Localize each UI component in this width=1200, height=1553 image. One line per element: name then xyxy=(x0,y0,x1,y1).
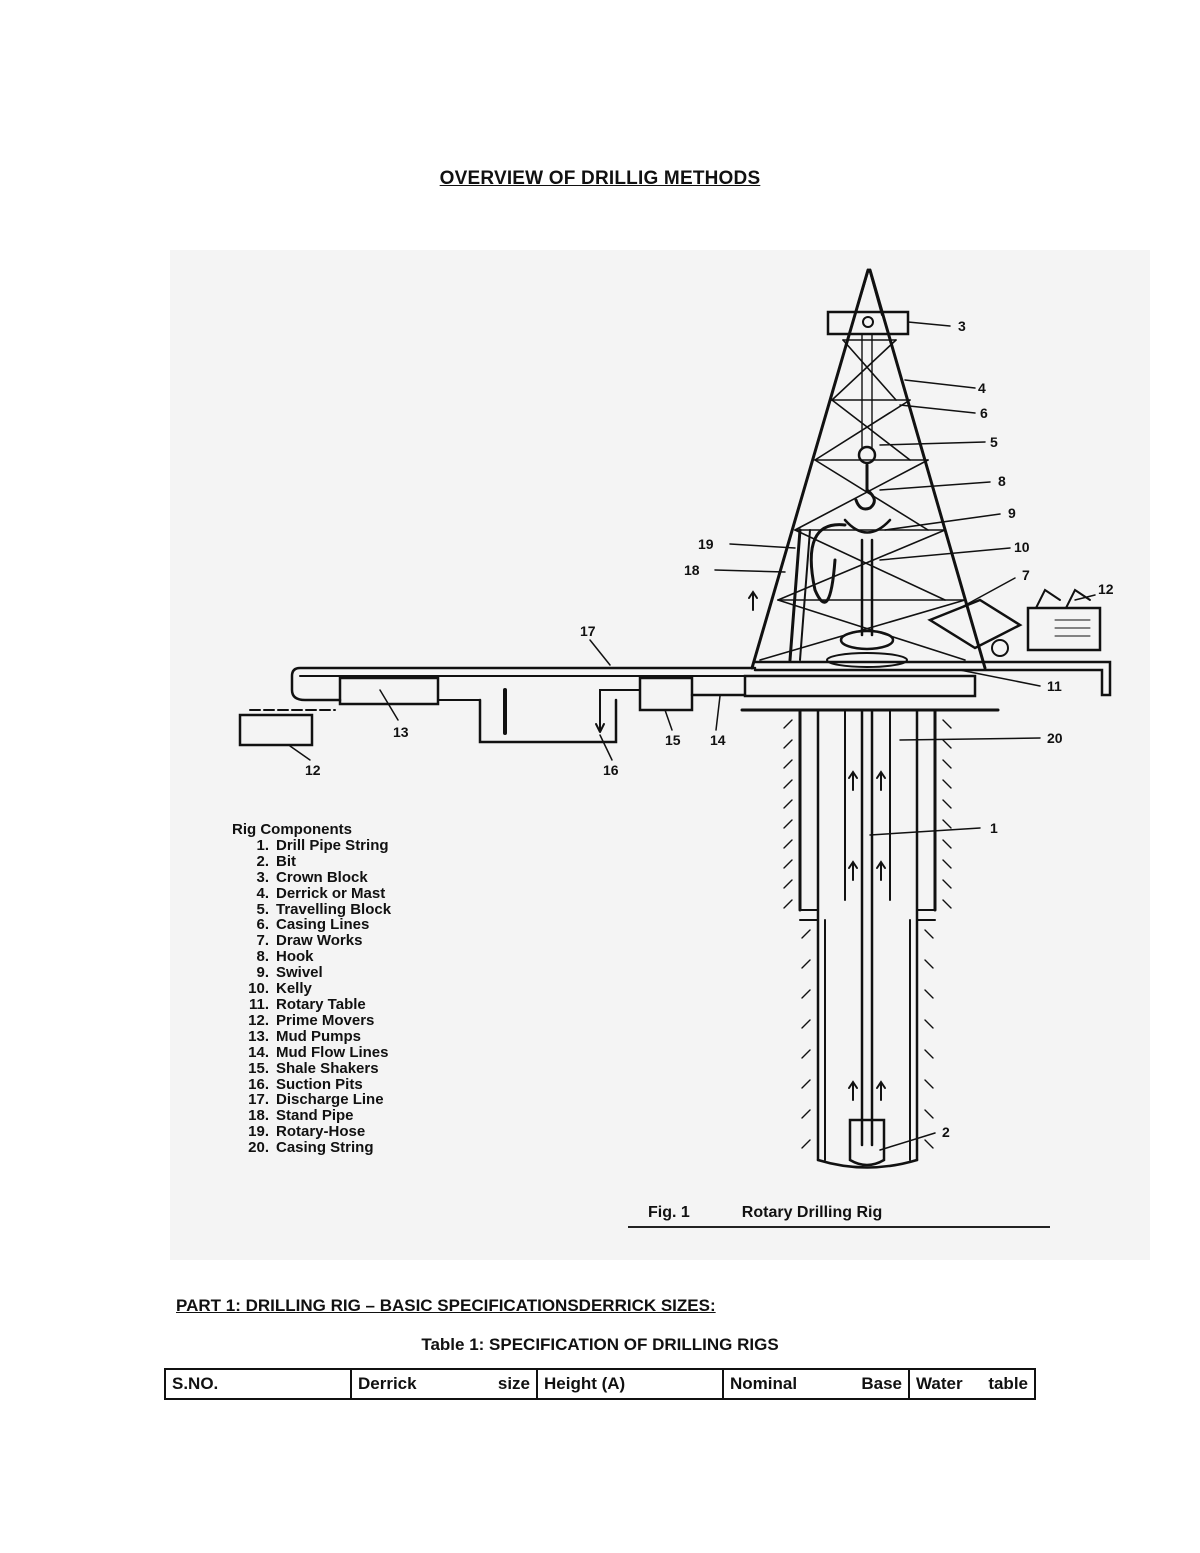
discharge-line xyxy=(292,668,755,700)
list-item: 10. Kelly xyxy=(248,980,312,998)
column-header: Water table xyxy=(909,1369,1035,1399)
callout-12-left: 12 xyxy=(305,762,321,778)
callout-18: 18 xyxy=(684,562,700,578)
formation-hatching xyxy=(784,720,951,1148)
suction-pit xyxy=(480,700,616,742)
list-item: 9. Swivel xyxy=(256,964,323,982)
list-item: 18. Stand Pipe xyxy=(248,1107,354,1125)
callout-leaders xyxy=(290,322,1095,1150)
well-bore xyxy=(800,710,935,1168)
figure-label: Fig. 1 xyxy=(648,1204,690,1221)
component-list xyxy=(232,838,391,1156)
callout-20: 20 xyxy=(1047,730,1063,746)
callout-3: 3 xyxy=(958,318,966,334)
callout-7: 7 xyxy=(1022,567,1030,583)
list-item: 2. Bit xyxy=(256,852,296,870)
column-header: Height (A) xyxy=(537,1369,723,1399)
rotary-hose xyxy=(811,525,845,603)
shale-shaker xyxy=(640,678,692,710)
callout-13: 13 xyxy=(393,724,409,740)
list-item: 19. Rotary-Hose xyxy=(248,1123,366,1141)
callout-12-right: 12 xyxy=(1098,581,1114,597)
list-item: 17. Discharge Line xyxy=(248,1091,384,1109)
list-item: 3. Crown Block xyxy=(256,868,368,886)
callout-16: 16 xyxy=(603,762,619,778)
page-title: OVERVIEW OF DRILLIG METHODS xyxy=(439,168,761,189)
callout-15: 15 xyxy=(665,732,681,748)
list-item: 1. Drill Pipe String xyxy=(256,836,389,854)
callout-4: 4 xyxy=(978,380,986,396)
rig-components-legend xyxy=(232,822,391,1156)
list-item: 12. Prime Movers xyxy=(248,1011,375,1029)
list-item: 6. Casing Lines xyxy=(256,916,370,934)
derrick-left-leg xyxy=(752,270,868,668)
list-item: 20. Casing String xyxy=(248,1139,374,1157)
list-item: 5. Travelling Block xyxy=(256,900,392,918)
callout-1: 1 xyxy=(990,820,998,836)
list-item: 7. Draw Works xyxy=(256,932,363,950)
legend-title: Rig Components xyxy=(232,821,352,838)
table-caption: Table 1: SPECIFICATION OF DRILLING RIGS xyxy=(421,1335,779,1354)
callout-10: 10 xyxy=(1014,539,1030,555)
callout-6: 6 xyxy=(980,405,988,421)
column-header: Nominal Base xyxy=(723,1369,909,1399)
figure-caption xyxy=(648,1204,882,1222)
column-header: Derrick size xyxy=(351,1369,537,1399)
callout-9: 9 xyxy=(1008,505,1016,521)
derrick-right-leg xyxy=(870,270,985,668)
figure-caption-text: Rotary Drilling Rig xyxy=(741,1204,883,1221)
drill-bit xyxy=(850,1120,884,1165)
list-item: 16. Suction Pits xyxy=(248,1075,363,1093)
list-item: 4. Derrick or Mast xyxy=(256,884,386,902)
callout-11: 11 xyxy=(1047,678,1062,694)
specification-table xyxy=(164,1368,1036,1400)
column-header: S.NO. xyxy=(165,1369,351,1399)
table-header-row xyxy=(165,1369,1035,1399)
callout-17: 17 xyxy=(580,623,596,639)
list-item: 14. Mud Flow Lines xyxy=(248,1043,389,1061)
list-item: 15. Shale Shakers xyxy=(248,1059,379,1077)
draw-works xyxy=(930,600,1020,648)
mud-pump xyxy=(340,678,438,704)
caption-rule xyxy=(628,1226,1050,1228)
callout-8: 8 xyxy=(998,473,1006,489)
callout-19: 19 xyxy=(698,536,714,552)
crown-block xyxy=(828,312,908,334)
callout-14: 14 xyxy=(710,732,726,748)
list-item: 11. Rotary Table xyxy=(248,995,366,1013)
prime-mover-right xyxy=(1028,608,1100,650)
rotary-table xyxy=(841,631,893,649)
list-item: 13. Mud Pumps xyxy=(248,1027,361,1045)
prime-mover-left xyxy=(240,715,312,745)
list-item: 8. Hook xyxy=(256,948,314,966)
section-heading: PART 1: DRILLING RIG – BASIC SPECIFICATIONSDERRICK SIZES: xyxy=(176,1296,716,1315)
callout-2: 2 xyxy=(942,1124,950,1140)
substructure xyxy=(745,676,975,696)
callout-5: 5 xyxy=(990,434,998,450)
